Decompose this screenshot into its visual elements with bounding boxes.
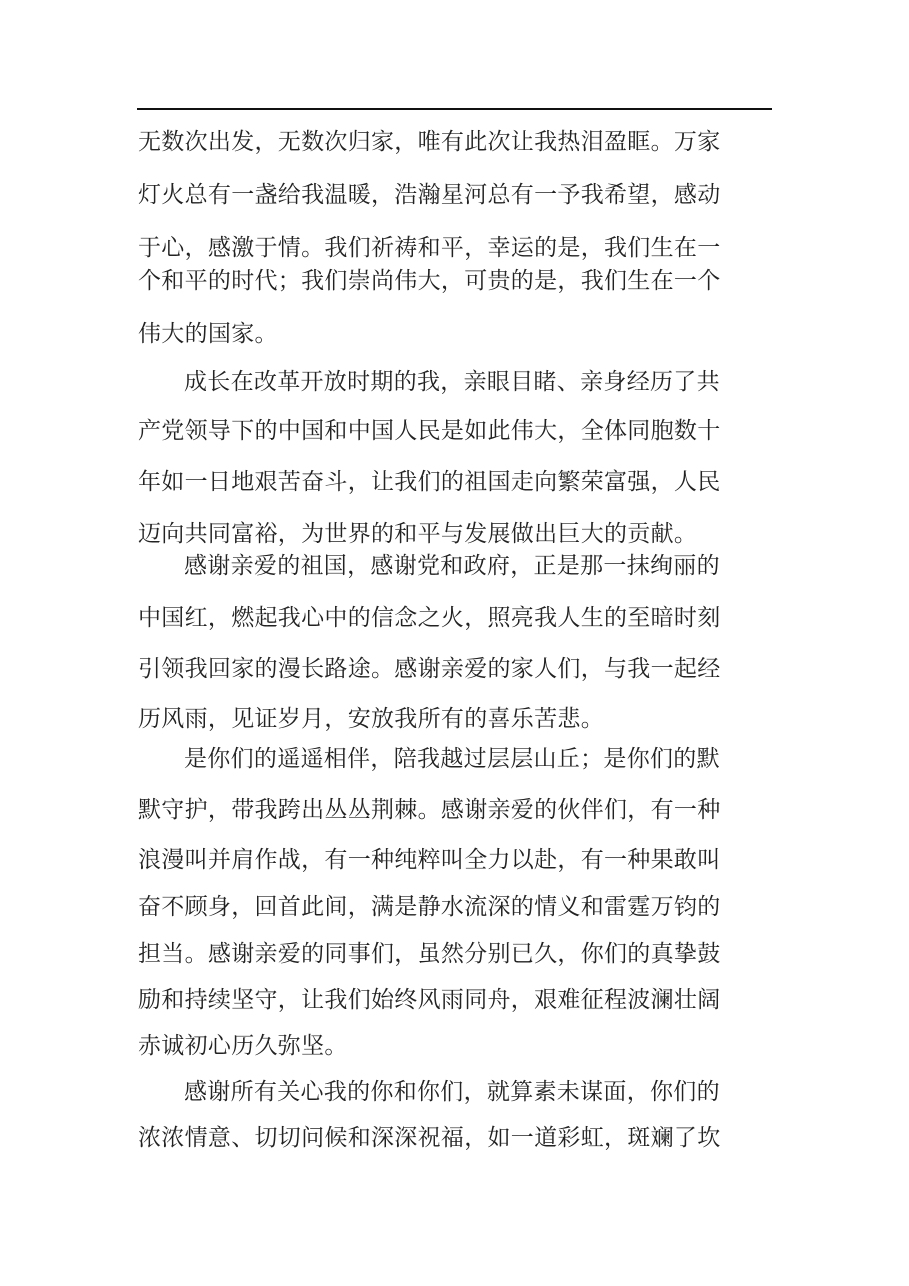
body-line: 中国红，燃起我心中的信念之火，照亮我人生的至暗时刻 [138,605,721,631]
body-line: 无数次出发，无数次归家，唯有此次让我热泪盈眶。万家 [138,129,721,155]
body-line: 引领我回家的漫长路途。感谢亲爱的家人们，与我一起经 [138,656,721,682]
body-line: 于心，感激于情。我们祈祷和平，幸运的是，我们生在一 [138,235,721,261]
body-line: 担当。感谢亲爱的同事们，虽然分别已久，你们的真挚鼓 [138,941,721,967]
body-line: 励和持续坚守，让我们始终风雨同舟，艰难征程波澜壮阔 [138,987,721,1013]
body-line: 浪漫叫并肩作战，有一种纯粹叫全力以赴，有一种果敢叫 [138,847,721,873]
header-rule [137,108,772,110]
body-line: 赤诚初心历久弥坚。 [138,1033,348,1059]
paragraph-first-line: 成长在改革开放时期的我，亲眼目睹、亲身经历了共 [184,369,720,395]
body-line: 默守护，带我跨出丛丛荆棘。感谢亲爱的伙伴们，有一种 [138,797,721,823]
body-line: 奋不顾身，回首此间，满是静水流深的情义和雷霆万钧的 [138,894,721,920]
body-line: 伟大的国家。 [138,321,278,347]
body-line: 历风雨，见证岁月，安放我所有的喜乐苦悲。 [138,706,604,732]
body-line: 浓浓情意、切切问候和深深祝福，如一道彩虹，斑斓了坎 [138,1125,721,1151]
paragraph-first-line: 感谢亲爱的祖国，感谢党和政府，正是那一抹绚丽的 [184,553,720,579]
body-line: 产党领导下的中国和中国人民是如此伟大，全体同胞数十 [138,418,721,444]
body-line: 迈向共同富裕，为世界的和平与发展做出巨大的贡献。 [138,521,698,547]
paragraph-first-line: 是你们的遥遥相伴，陪我越过层层山丘；是你们的默 [184,746,720,772]
body-line: 个和平的时代；我们崇尚伟大，可贵的是，我们生在一个 [138,268,721,294]
paragraph-first-line: 感谢所有关心我的你和你们，就算素未谋面，你们的 [184,1079,720,1105]
body-line: 灯火总有一盏给我温暖，浩瀚星河总有一予我希望，感动 [138,182,721,208]
body-line: 年如一日地艰苦奋斗，让我们的祖国走向繁荣富强，人民 [138,469,721,495]
